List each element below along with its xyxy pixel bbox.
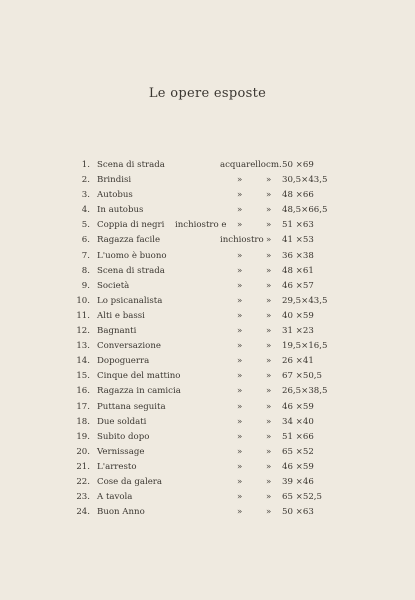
work-title: Brindisi bbox=[97, 175, 132, 186]
ditto-mark: » bbox=[237, 492, 243, 503]
work-number: 19. bbox=[76, 431, 90, 442]
work-dimensions: 50 ×63 bbox=[282, 507, 314, 518]
work-number: 1. bbox=[81, 160, 90, 170]
ditto-mark: » bbox=[237, 175, 243, 186]
work-dimensions: 29,5×43,5 bbox=[282, 295, 328, 306]
work-title: Vernissage bbox=[97, 446, 145, 457]
work-number: 21. bbox=[76, 461, 90, 472]
list-item bbox=[0, 233, 415, 248]
ditto-mark: » bbox=[237, 190, 243, 201]
ditto-mark: » bbox=[237, 326, 243, 337]
work-number: 20. bbox=[76, 446, 90, 457]
work-dimensions: 50 ×69 bbox=[282, 160, 314, 170]
work-dimensions: 40 ×59 bbox=[282, 310, 314, 321]
work-number: 14. bbox=[76, 356, 90, 367]
work-unit: » bbox=[266, 235, 272, 246]
work-title: Ragazza in camicia bbox=[97, 386, 181, 397]
ditto-mark: » bbox=[237, 220, 243, 231]
work-unit: » bbox=[266, 250, 272, 261]
work-dimensions: 48,5×66,5 bbox=[282, 205, 328, 216]
list-item bbox=[0, 475, 415, 490]
work-dimensions: 19,5×16,5 bbox=[282, 341, 328, 352]
work-dimensions: 39 ×46 bbox=[282, 476, 314, 487]
list-item bbox=[0, 279, 415, 294]
ditto-mark: » bbox=[237, 386, 243, 397]
work-title: L'arresto bbox=[97, 461, 137, 472]
work-medium: acquarello bbox=[220, 160, 266, 170]
work-title: Due soldati bbox=[97, 416, 147, 427]
page-title: Le opere esposte bbox=[148, 86, 267, 101]
work-dimensions: 34 ×40 bbox=[282, 416, 314, 427]
ditto-mark: » bbox=[237, 507, 243, 518]
work-unit: » bbox=[266, 280, 272, 291]
work-unit: » bbox=[266, 476, 272, 487]
work-title: Cose da galera bbox=[97, 476, 163, 487]
work-number: 13. bbox=[76, 341, 90, 352]
work-number: 17. bbox=[76, 401, 90, 412]
work-number: 6. bbox=[81, 235, 90, 246]
ditto-mark: » bbox=[237, 401, 243, 412]
work-title: Bagnanti bbox=[97, 326, 137, 337]
work-number: 2. bbox=[81, 175, 90, 186]
work-number: 8. bbox=[81, 265, 90, 276]
work-unit: » bbox=[266, 341, 272, 352]
work-dimensions: 48 ×61 bbox=[282, 265, 314, 276]
list-item bbox=[0, 384, 415, 399]
work-number: 5. bbox=[81, 220, 90, 231]
work-dimensions: 46 ×59 bbox=[282, 401, 314, 412]
list-item bbox=[0, 460, 415, 475]
work-unit: » bbox=[266, 295, 272, 306]
works-list bbox=[0, 158, 415, 520]
work-unit: » bbox=[266, 386, 272, 397]
work-unit: » bbox=[266, 175, 272, 186]
work-title: Scena di strada bbox=[97, 265, 165, 276]
work-number: 11. bbox=[76, 310, 90, 321]
work-number: 22. bbox=[76, 476, 90, 487]
work-unit: » bbox=[266, 371, 272, 382]
list-item bbox=[0, 203, 415, 218]
ditto-mark: » bbox=[237, 295, 243, 306]
work-title: L'uomo è buono bbox=[97, 250, 167, 261]
list-item bbox=[0, 400, 415, 415]
list-item bbox=[0, 324, 415, 339]
work-unit: » bbox=[266, 401, 272, 412]
work-medium: inchiostro bbox=[220, 235, 264, 246]
work-number: 10. bbox=[76, 295, 90, 306]
work-unit: » bbox=[266, 190, 272, 201]
work-number: 16. bbox=[76, 386, 90, 397]
work-title: Buon Anno bbox=[97, 507, 145, 518]
work-title: Ragazza facile bbox=[97, 235, 161, 246]
ditto-mark: » bbox=[237, 476, 243, 487]
work-number: 9. bbox=[81, 280, 90, 291]
work-title: Cinque del mattino bbox=[97, 371, 181, 382]
work-unit: » bbox=[266, 446, 272, 457]
list-item bbox=[0, 264, 415, 279]
work-unit: » bbox=[266, 205, 272, 216]
work-dimensions: 51 ×63 bbox=[282, 220, 314, 231]
work-unit: » bbox=[266, 461, 272, 472]
work-number: 7. bbox=[81, 250, 90, 261]
work-dimensions: 65 ×52,5 bbox=[282, 492, 323, 503]
list-item bbox=[0, 309, 415, 324]
work-unit: » bbox=[266, 416, 272, 427]
ditto-mark: » bbox=[237, 280, 243, 291]
list-item bbox=[0, 354, 415, 369]
work-title: Società bbox=[97, 280, 130, 291]
ditto-mark: » bbox=[237, 356, 243, 367]
work-number: 12. bbox=[76, 326, 90, 337]
ditto-mark: » bbox=[237, 205, 243, 216]
work-dimensions: 26 ×41 bbox=[282, 356, 314, 367]
list-item bbox=[0, 158, 415, 173]
work-dimensions: 31 ×23 bbox=[282, 326, 314, 337]
work-title: Coppia di negri bbox=[97, 220, 165, 231]
list-item bbox=[0, 369, 415, 384]
list-item bbox=[0, 173, 415, 188]
work-number: 15. bbox=[76, 371, 90, 382]
work-dimensions: 46 ×57 bbox=[282, 280, 314, 291]
ditto-mark: » bbox=[237, 431, 243, 442]
work-unit: » bbox=[266, 492, 272, 503]
list-item bbox=[0, 218, 415, 233]
list-item bbox=[0, 188, 415, 203]
ditto-mark: » bbox=[237, 461, 243, 472]
list-item bbox=[0, 430, 415, 445]
work-number: 3. bbox=[81, 190, 90, 201]
work-title: Puttana seguita bbox=[97, 401, 166, 412]
work-title: Dopoguerra bbox=[97, 356, 150, 367]
ditto-mark: » bbox=[237, 371, 243, 382]
work-unit: cm. bbox=[266, 160, 282, 170]
work-unit: » bbox=[266, 220, 272, 231]
work-title: A tavola bbox=[97, 492, 133, 503]
work-title: Alti e bassi bbox=[97, 310, 145, 321]
list-item bbox=[0, 339, 415, 354]
work-dimensions: 67 ×50,5 bbox=[282, 371, 323, 382]
work-dimensions: 36 ×38 bbox=[282, 250, 314, 261]
work-unit: » bbox=[266, 507, 272, 518]
work-number: 4. bbox=[81, 205, 90, 216]
work-unit: » bbox=[266, 265, 272, 276]
work-unit: » bbox=[266, 310, 272, 321]
work-dimensions: 26,5×38,5 bbox=[282, 386, 328, 397]
work-dimensions: 46 ×59 bbox=[282, 461, 314, 472]
ditto-mark: » bbox=[237, 250, 243, 261]
work-number: 24. bbox=[76, 507, 90, 518]
ditto-mark: » bbox=[237, 446, 243, 457]
ditto-mark: » bbox=[237, 416, 243, 427]
work-title: In autobus bbox=[97, 205, 144, 216]
work-dimensions: 41 ×53 bbox=[282, 235, 314, 246]
work-number: 23. bbox=[76, 492, 90, 503]
work-dimensions: 65 ×52 bbox=[282, 446, 314, 457]
list-item bbox=[0, 294, 415, 309]
list-item bbox=[0, 249, 415, 264]
ditto-mark: » bbox=[237, 265, 243, 276]
work-dimensions: 48 ×66 bbox=[282, 190, 314, 201]
work-number: 18. bbox=[76, 416, 90, 427]
work-title: Scena di strada bbox=[97, 160, 165, 170]
work-unit: » bbox=[266, 326, 272, 337]
work-unit: » bbox=[266, 431, 272, 442]
work-unit: » bbox=[266, 356, 272, 367]
work-title: Subito dopo bbox=[97, 431, 150, 442]
work-dimensions: 30,5×43,5 bbox=[282, 175, 328, 186]
work-dimensions: 51 ×66 bbox=[282, 431, 314, 442]
work-title: Lo psicanalista bbox=[97, 295, 163, 306]
list-item bbox=[0, 490, 415, 505]
list-item bbox=[0, 415, 415, 430]
ditto-mark: » bbox=[237, 341, 243, 352]
list-item bbox=[0, 505, 415, 520]
work-medium: inchiostro e bbox=[175, 220, 227, 231]
list-item bbox=[0, 445, 415, 460]
ditto-mark: » bbox=[237, 310, 243, 321]
work-title: Autobus bbox=[97, 190, 133, 201]
work-title: Conversazione bbox=[97, 341, 161, 352]
